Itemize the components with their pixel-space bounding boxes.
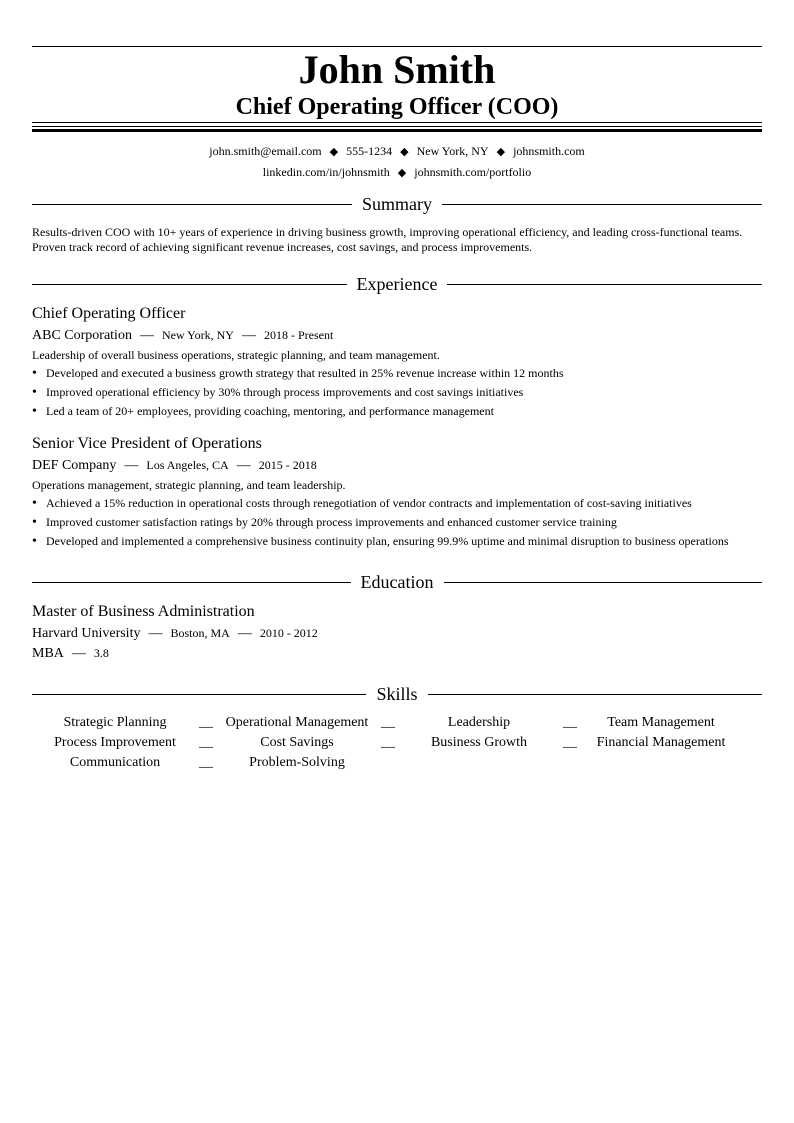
skill-item: Strategic Planning bbox=[63, 715, 167, 730]
section-title: Experience bbox=[356, 274, 438, 294]
contact-portfolio[interactable]: johnsmith.com/portfolio bbox=[414, 165, 532, 179]
divider bbox=[32, 694, 366, 695]
candidate-name: John Smith bbox=[298, 47, 496, 92]
job-bullets bbox=[32, 494, 729, 551]
header-rule-2 bbox=[32, 126, 762, 127]
divider bbox=[447, 284, 762, 285]
contact-email[interactable]: john.smith@email.com bbox=[209, 144, 322, 158]
skill-item: Process Improvement bbox=[54, 735, 176, 750]
job-title: Chief Operating Officer bbox=[32, 305, 186, 322]
contact-linkedin[interactable]: linkedin.com/in/johnsmith bbox=[262, 165, 390, 179]
divider bbox=[444, 582, 763, 583]
skill-item: Operational Management bbox=[225, 715, 369, 730]
dash-separator: — bbox=[148, 626, 163, 641]
contact-line-1 bbox=[32, 142, 762, 161]
summary-heading bbox=[32, 192, 762, 216]
diamond-separator-icon: ◆ bbox=[496, 146, 506, 158]
bullet-icon: • bbox=[32, 496, 37, 511]
skill-item: Team Management bbox=[607, 715, 715, 730]
skill-item: Leadership bbox=[447, 715, 511, 730]
dash-separator: — bbox=[71, 646, 86, 661]
skill-item: Communication bbox=[69, 755, 161, 770]
job-meta bbox=[32, 326, 333, 345]
education-heading bbox=[32, 570, 762, 594]
section-title: Education bbox=[360, 572, 434, 592]
divider bbox=[32, 204, 352, 205]
bullet-icon: • bbox=[32, 515, 37, 530]
skill-separator: __ bbox=[199, 715, 213, 730]
list-item: • Improved operational efficiency by 30% through process improvements and cost savings initiatives bbox=[32, 385, 524, 400]
school-location: Boston, MA bbox=[170, 626, 230, 640]
list-item: • Developed and executed a business growth strategy that resulted in 25% revenue increase within 12 months bbox=[32, 366, 564, 381]
contact-phone[interactable]: 555-1234 bbox=[346, 144, 393, 158]
dash-separator: — bbox=[139, 328, 154, 343]
skill-separator: __ bbox=[381, 735, 395, 750]
job-meta bbox=[32, 456, 317, 475]
job-company: ABC Corporation bbox=[32, 328, 132, 343]
dash-separator: — bbox=[236, 458, 251, 473]
job-dates: 2015 - 2018 bbox=[258, 458, 317, 472]
list-item: • Developed and implemented a comprehensive business continuity plan, ensuring 99.9% uptime and minimal disruption to business operations bbox=[32, 534, 729, 549]
header-rule-3 bbox=[32, 129, 762, 132]
section-title: Summary bbox=[362, 194, 432, 214]
diamond-separator-icon: ◆ bbox=[397, 167, 407, 179]
job-location: New York, NY bbox=[161, 328, 234, 342]
contact-location: New York, NY bbox=[416, 144, 489, 158]
skill-item: Cost Savings bbox=[260, 735, 334, 750]
gpa-value: 3.8 bbox=[93, 646, 109, 660]
education-dates: 2010 - 2012 bbox=[259, 626, 318, 640]
skill-separator: __ bbox=[563, 735, 577, 750]
bullet-icon: • bbox=[32, 404, 37, 419]
dash-separator: — bbox=[237, 626, 252, 641]
dash-separator: — bbox=[241, 328, 256, 343]
skill-separator: __ bbox=[199, 755, 213, 770]
degree-gpa bbox=[32, 644, 109, 663]
job-description: Operations management, strategic planning, and team leadership. bbox=[32, 478, 346, 492]
section-title: Skills bbox=[376, 684, 418, 704]
skills-row bbox=[32, 713, 762, 733]
contact-line-2 bbox=[32, 163, 762, 182]
bullet-icon: • bbox=[32, 385, 37, 400]
list-item: • Improved customer satisfaction ratings by 20% through process improvements and enhanced customer service training bbox=[32, 515, 617, 530]
summary-text: Results-driven COO with 10+ years of experience in driving business growth, improving operational efficiency, and leading cross-functional teams. Proven track record of achieving significant revenue increases, cost savings, and process improvements. bbox=[32, 225, 743, 254]
list-item: • Led a team of 20+ employees, providing coaching, mentoring, and performance management bbox=[32, 404, 494, 419]
job-company: DEF Company bbox=[32, 458, 117, 473]
job-description: Leadership of overall business operations, strategic planning, and team management. bbox=[32, 348, 440, 362]
skill-item: Business Growth bbox=[430, 735, 528, 750]
divider bbox=[32, 582, 351, 583]
candidate-title: Chief Operating Officer (COO) bbox=[235, 94, 559, 120]
experience-heading bbox=[32, 272, 762, 296]
education-meta bbox=[32, 624, 318, 643]
header-rule-1 bbox=[32, 122, 762, 123]
skills-grid bbox=[32, 713, 762, 773]
degree-short: MBA bbox=[32, 646, 64, 661]
job-title: Senior Vice President of Operations bbox=[32, 435, 262, 452]
job-dates: 2018 - Present bbox=[263, 328, 334, 342]
skills-row bbox=[32, 753, 762, 773]
divider bbox=[32, 284, 347, 285]
contact-website[interactable]: johnsmith.com bbox=[513, 144, 585, 158]
list-item: • Achieved a 15% reduction in operational costs through renegotiation of vendor contracts and implementation of cost-saving initiatives bbox=[32, 496, 692, 511]
skills-row bbox=[32, 733, 762, 753]
skills-heading bbox=[32, 682, 762, 706]
skill-item: Problem-Solving bbox=[249, 755, 345, 770]
job-location: Los Angeles, CA bbox=[146, 458, 229, 472]
skill-separator: __ bbox=[381, 715, 395, 730]
bullet-icon: • bbox=[32, 534, 37, 549]
skill-separator: __ bbox=[563, 715, 577, 730]
skill-item: Financial Management bbox=[596, 735, 726, 750]
divider bbox=[428, 694, 762, 695]
diamond-separator-icon: ◆ bbox=[329, 146, 339, 158]
diamond-separator-icon: ◆ bbox=[400, 146, 409, 158]
bullet-icon: • bbox=[32, 366, 37, 381]
school-name: Harvard University bbox=[32, 626, 141, 641]
job-bullets bbox=[32, 364, 564, 421]
skill-separator: __ bbox=[199, 735, 213, 750]
degree-title: Master of Business Administration bbox=[32, 603, 255, 620]
divider bbox=[442, 204, 762, 205]
dash-separator: — bbox=[124, 458, 139, 473]
